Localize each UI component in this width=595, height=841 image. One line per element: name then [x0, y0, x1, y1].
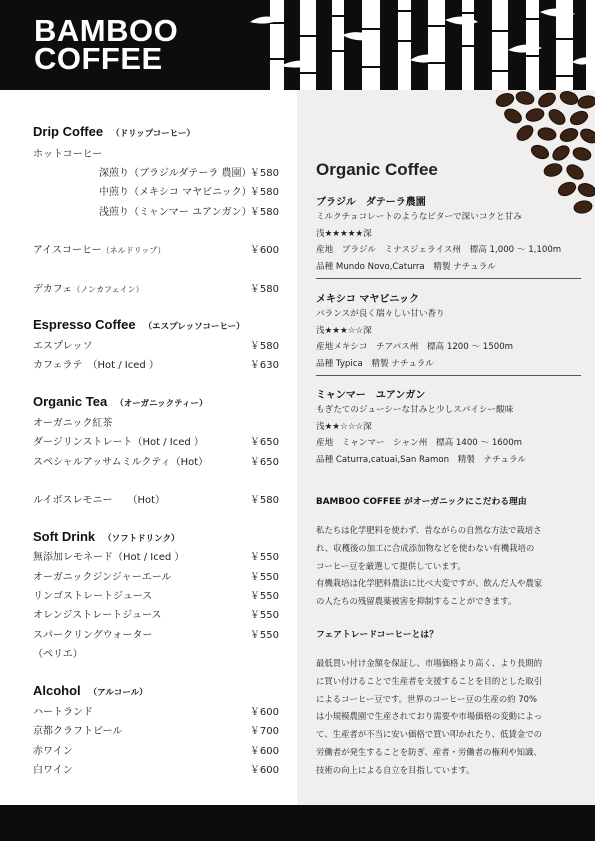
fairtrade-paragraph [316, 655, 586, 780]
bean-name: ブラジル ダテーラ農園 [316, 197, 426, 208]
para-line: 有機栽培は化学肥料農法に比べ大変ですが、飲んだ人や農家 [316, 578, 543, 589]
fairtrade-title: フェアトレードコーヒーとは？ [316, 630, 439, 640]
item-price: ￥580 [249, 495, 279, 506]
item-price: ￥550 [249, 591, 279, 602]
item-name: デカフェ [33, 284, 73, 295]
menu-item [33, 761, 283, 777]
para-line: の人たちの残留農薬被害を抑制することができます。 [316, 596, 517, 607]
hot-coffee-label [33, 145, 283, 161]
espresso-title [33, 317, 245, 332]
soft-title-jp: （ソフトドリンク） [103, 533, 180, 543]
item-price: ￥550 [249, 572, 279, 583]
bean-origin: 産地 ブラジル ミナスジェライス州 標高 1,000 ～ 1,100m [316, 245, 562, 255]
bean-variety: 品種 Caturra,catuai,San Ramon 精製 ナチュラル [316, 454, 526, 465]
item-name: 深煎り（ブラジルダテーラ 農園） [99, 168, 252, 179]
bean-card [316, 193, 581, 276]
item-price: ￥700 [249, 726, 279, 737]
item-name: ハートランド [33, 707, 93, 718]
item-price: ￥550 [249, 610, 279, 621]
bamboo-illustration [250, 0, 595, 90]
menu-item [33, 606, 283, 622]
reason-title: BAMBOO COFFEE がオーガニックにこだわる理由 [316, 497, 527, 507]
item-name: 赤ワイン [33, 746, 73, 757]
item-price: ￥630 [249, 360, 279, 371]
menu-item [33, 453, 283, 469]
menu-item [33, 356, 283, 372]
para-line: て、生産者が不当に安い価格で買い叩かれたり、低賃金での [316, 729, 542, 740]
bean-variety: 品種 Typica 精製 ナチュラル [316, 358, 434, 369]
item-price: ￥650 [249, 437, 279, 448]
bean-name: ミャンマー ユアンガン [316, 390, 426, 401]
header-banner [0, 0, 595, 90]
menu-item [33, 433, 283, 449]
menu-item [33, 203, 283, 219]
item-price: ￥600 [249, 746, 279, 757]
para-line: 最低買い付け金額を保証し、市場価格より高く、より長期的 [316, 658, 542, 668]
item-price: ￥580 [249, 207, 279, 218]
item-price: ￥580 [249, 168, 279, 179]
menu-item [33, 722, 283, 738]
item-name: オレンジストレートジュース [33, 610, 162, 621]
menu-item [33, 164, 283, 180]
item-name: スペシャルアッサムミルクティ（Hot） [33, 457, 209, 468]
bean-roast: 浅★★☆☆☆深 [316, 421, 372, 432]
soft-title-en: Soft Drink [33, 529, 96, 544]
item-note: （ネルドリップ） [101, 246, 166, 255]
alcohol-title-en: Alcohol [33, 683, 81, 698]
bean-desc: もぎたてのジューシーな甘みと少しスパイシー酸味 [316, 405, 514, 415]
divider [316, 278, 581, 279]
para-line: は小規模農園で生産されており需要や市場価格の変動によっ [316, 711, 543, 722]
tea-subtitle-text: オーガニック紅茶 [33, 418, 113, 429]
drip-title-jp: （ドリップコーヒー） [111, 128, 195, 138]
bean-origin: 産地メキシコ チアパス州 標高 1200 ～ 1500m [316, 342, 514, 352]
item-name: エスプレッソ [33, 341, 93, 352]
item-name: 無添加レモネード（Hot / Iced ） [33, 552, 185, 563]
espresso-title-en: Espresso Coffee [33, 317, 136, 332]
bean-desc: ミルクチョコレートのようなビターで深いコクと甘み [316, 212, 522, 222]
item-name: 中煎り（メキシコ マヤビニック） [99, 187, 252, 198]
bean-desc: バランスが良く瑞々しい甘い香り [316, 309, 445, 319]
menu-item [33, 241, 283, 257]
tea-title [33, 394, 208, 409]
item-note: （ノンカフェイン） [72, 285, 144, 294]
item-price: ￥580 [249, 187, 279, 198]
menu-item [33, 568, 283, 584]
brand-line1: BAMBOO [34, 13, 179, 48]
soft-drink-title [33, 529, 179, 544]
para-line: に買い付けることで生産者を支援することを目的とした取引 [316, 675, 543, 686]
para-line: 技術の向上による自立を目指しています。 [316, 764, 475, 775]
alcohol-title [33, 683, 148, 698]
espresso-title-jp: （エスプレッソコーヒー） [143, 321, 245, 331]
item-name: アイスコーヒー [33, 245, 102, 256]
para-line: 私たちは化学肥料を使わず、昔ながらの自然な方法で栽培さ [316, 525, 542, 535]
item-price: ￥580 [249, 284, 279, 295]
item-name: 浅煎り（ミャンマー ユアンガン） [99, 207, 252, 218]
menu-item [33, 337, 283, 353]
menu-item [33, 587, 283, 603]
bean-roast: 浅★★★★★深 [316, 228, 372, 239]
bean-name: メキシコ マヤビニック [316, 294, 419, 305]
item-name: リンゴストレートジュース [33, 591, 153, 602]
para-line: 労働者が発生することを防ぎ、産者・労働者の権利や知識、 [316, 746, 542, 757]
item-price: ￥550 [249, 630, 279, 641]
menu-item [33, 703, 283, 719]
bean-origin: 産地 ミャンマー シャン州 標高 1400 ～ 1600m [316, 438, 523, 448]
reason-paragraph [316, 522, 586, 611]
item-name: 京都クラフトビール [33, 726, 123, 737]
item-price: ￥600 [249, 707, 279, 718]
soft-drink-note [33, 645, 283, 661]
tea-title-jp: （オーガニックティー） [115, 398, 208, 408]
item-name: オーガニックジンジャーエール [33, 572, 172, 583]
item-price: ￥600 [249, 245, 279, 256]
drip-title-en: Drip Coffee [33, 124, 104, 139]
para-line: れ、収穫後の加工に合成添加物などを使わない有機栽培の [316, 542, 535, 553]
item-name: カフェラテ （Hot / Iced ） [33, 360, 159, 371]
alcohol-title-jp: （アルコール） [88, 687, 148, 697]
hot-coffee-text: ホットコーヒー [33, 149, 103, 160]
item-name: ダージリンストレート（Hot / Iced ） [33, 437, 204, 448]
item-price: ￥550 [249, 552, 279, 563]
bean-roast: 浅★★★☆☆深 [316, 325, 372, 336]
menu-item [33, 280, 283, 296]
menu-item [33, 626, 283, 642]
para-line: コーヒー豆を厳選して提供しています。 [316, 560, 466, 571]
drip-coffee-title [33, 124, 195, 139]
item-name: 白ワイン [33, 765, 73, 776]
divider [316, 375, 581, 376]
menu-item [33, 742, 283, 758]
bean-variety: 品種 Mundo Novo,Caturra 精製 ナチュラル [316, 261, 496, 272]
item-price: ￥580 [249, 341, 279, 352]
item-price: ￥650 [249, 457, 279, 468]
tea-subtitle [33, 414, 283, 430]
bean-card [316, 290, 581, 373]
para-line: によるコーヒー豆です。世界のコーヒー豆の生産の約 70% [316, 693, 537, 704]
item-name: ルイボスレモニー （Hot） [33, 495, 166, 506]
organic-coffee-title: Organic Coffee [316, 160, 438, 179]
brand-logo [34, 13, 179, 76]
brand-line2: COFFEE [34, 41, 163, 76]
footer-bar [0, 805, 595, 841]
menu-item [33, 491, 283, 507]
tea-title-en: Organic Tea [33, 394, 108, 409]
item-price: ￥600 [249, 765, 279, 776]
item-note: （ペリエ） [33, 649, 83, 660]
bean-card [316, 386, 581, 469]
menu-item [33, 548, 283, 564]
item-name: スパークリングウォーター [33, 630, 153, 641]
menu-item [33, 183, 283, 199]
